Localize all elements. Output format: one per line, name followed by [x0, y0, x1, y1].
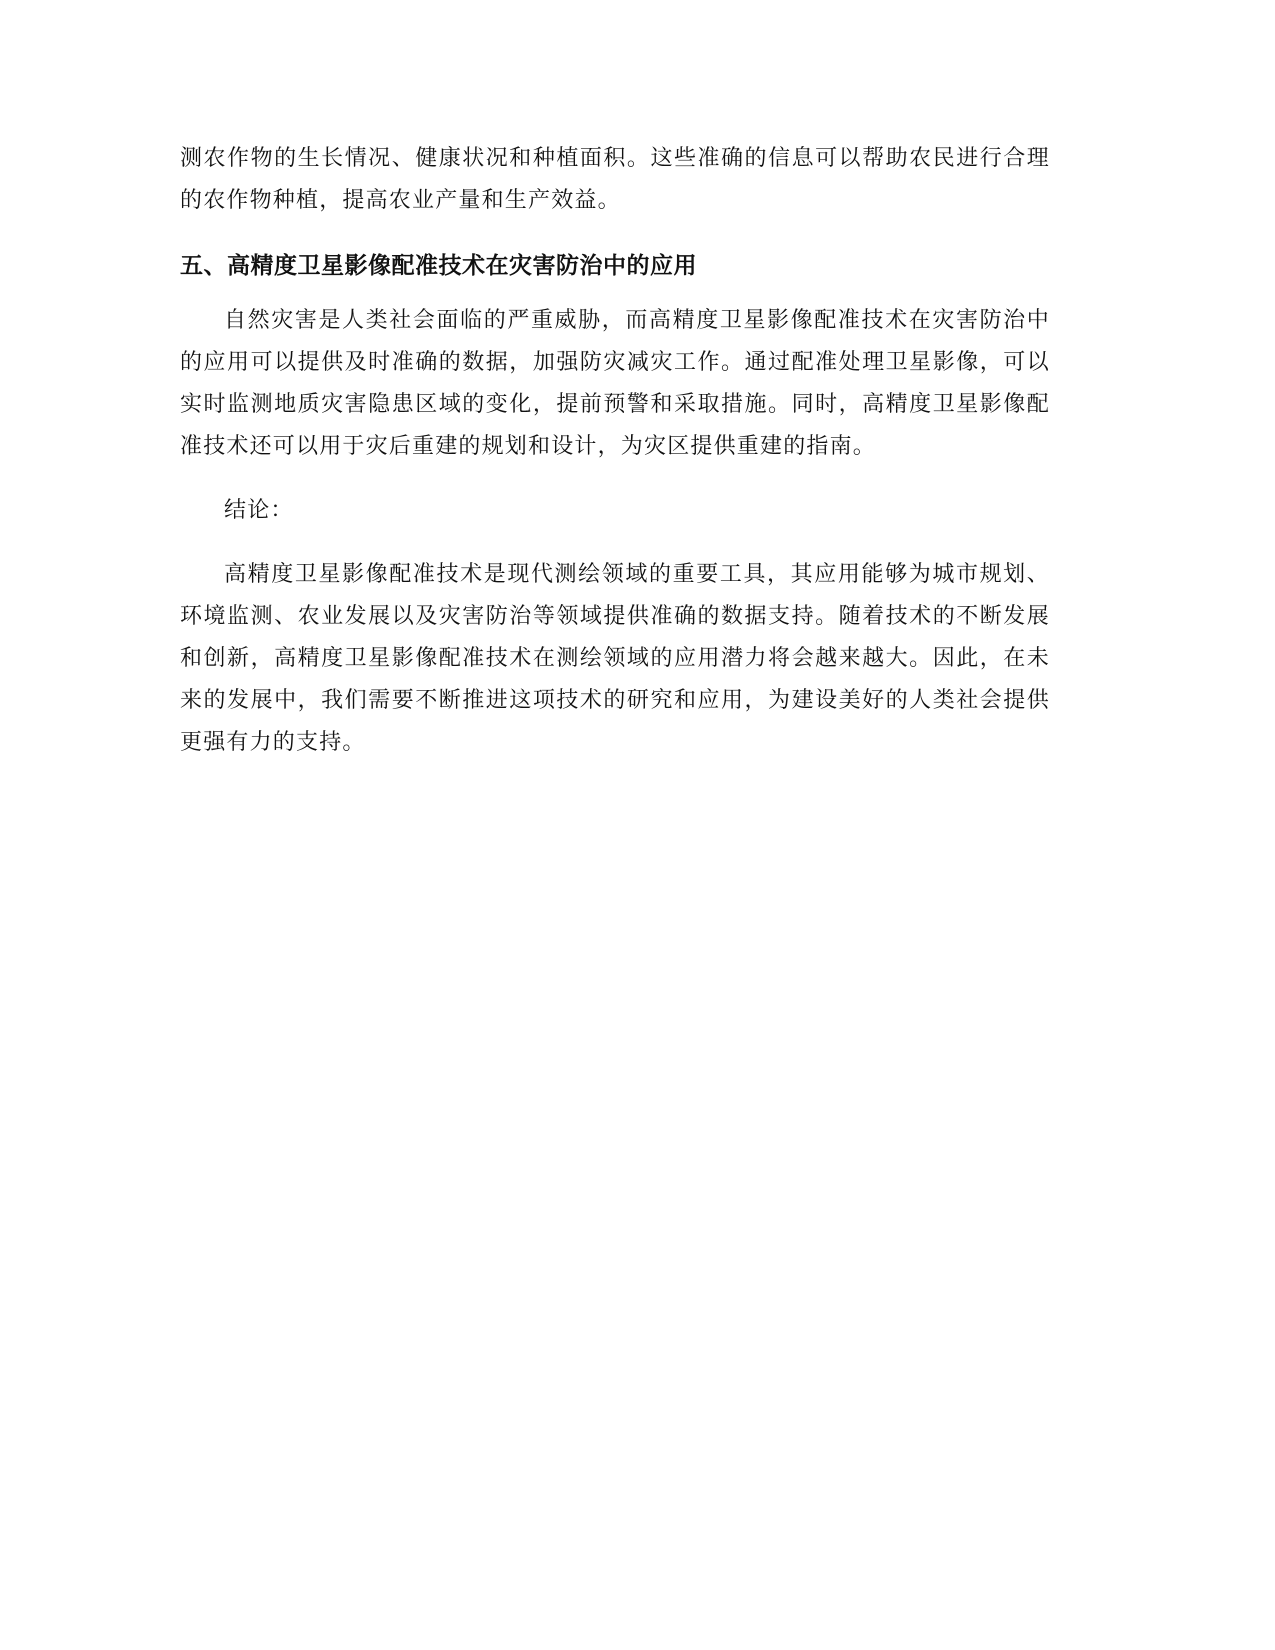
section-heading: 五、高精度卫星影像配准技术在灾害防治中的应用 — [180, 253, 697, 279]
section-paragraph: 自然灾害是人类社会面临的严重威胁，而高精度卫星影像配准技术在灾害防治中的应用可以提供及时准确的数据，加强防灾减灾工作。通过配准处理卫星影像，可以实时监测地质灾害隐患区域的变化，提前预警和采取措施。同时，高精度卫星影像配准技术还可以用于灾后重建的规划和设计，为灾区提供重建的指南。 — [180, 308, 1050, 459]
continued-paragraph: 测农作物的生长情况、健康状况和种植面积。这些准确的信息可以帮助农民进行合理的农作物种植，提高农业产量和生产效益。 — [180, 146, 1050, 213]
document-page — [180, 138, 1050, 764]
conclusion-paragraph: 高精度卫星影像配准技术是现代测绘领域的重要工具，其应用能够为城市规划、环境监测、农业发展以及灾害防治等领域提供准确的数据支持。随着技术的不断发展和创新，高精度卫星影像配准技术在测绘领域的应用潜力将会越来越大。因此，在未来的发展中，我们需要不断推进这项技术的研究和应用，为建设美好的人类社会提供更强有力的支持。 — [180, 562, 1050, 755]
conclusion-label: 结论： — [224, 498, 294, 523]
